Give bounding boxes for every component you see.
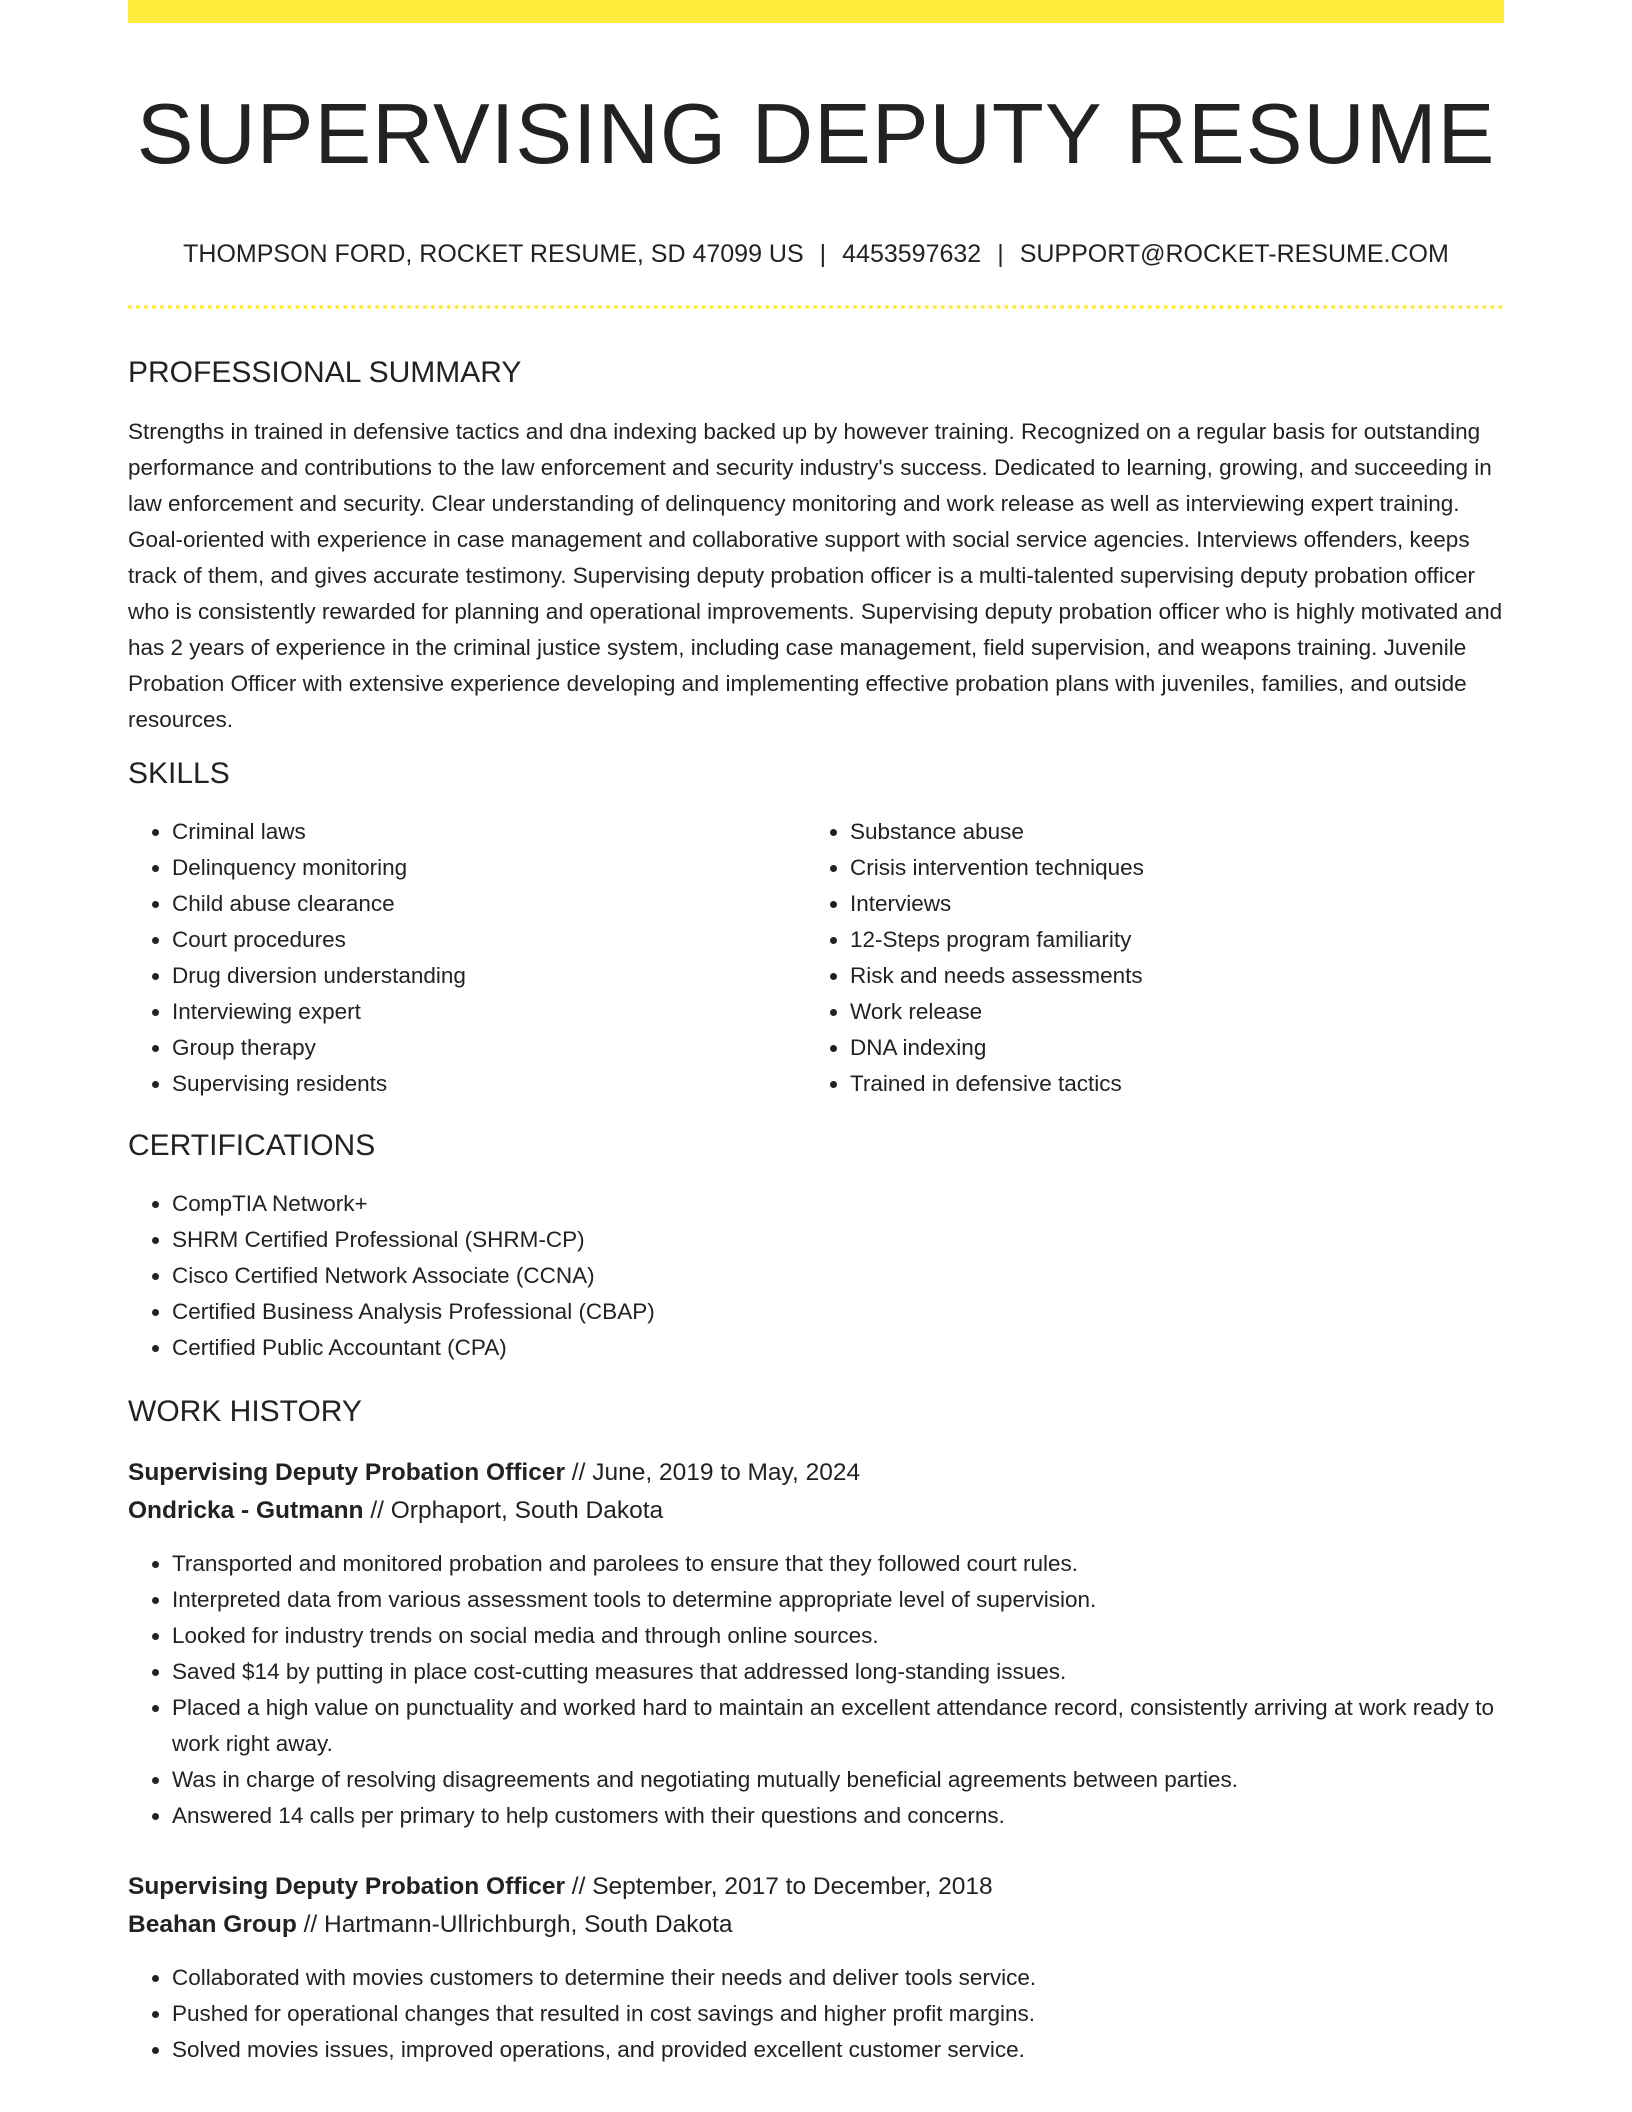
contact-line [128,240,1504,269]
job-company-line [128,1906,1504,1944]
skills-column-right [806,814,1504,1102]
resume-title: SUPERVISING DEPUTY RESUME [136,87,1496,182]
job-role: Supervising Deputy Probation Officer [128,1458,565,1486]
work-history-heading: WORK HISTORY [128,1394,362,1428]
job-duty-item: • Looked for industry trends on social media and through online sources. [172,1618,1504,1654]
job-duty-item: • Answered 14 calls per primary to help customers with their questions and concerns. [172,1798,1504,1834]
job-duty-item: • Was in charge of resolving disagreements and negotiating mutually beneficial agreements between parties. [172,1762,1504,1798]
skill-item: • Interviewing expert [172,994,806,1030]
accent-top-bar [128,0,1504,23]
skill-item: • Risk and needs assessments [850,958,1504,994]
skill-item: • Group therapy [172,1030,806,1066]
resume-page [128,0,1504,2068]
contact-address: THOMPSON FORD, ROCKET RESUME, SD 47099 US [183,239,804,268]
job-duty-item: • Placed a high value on punctuality and worked hard to maintain an excellent attendance record, consistently arriving at work ready to work right away. [172,1690,1504,1762]
job-entry [128,1454,1504,1834]
skill-item: • 12-Steps program familiarity [850,922,1504,958]
skill-item: • Substance abuse [850,814,1504,850]
skill-item: • Trained in defensive tactics [850,1066,1504,1102]
skills-list [128,814,1504,1102]
certification-item: • Certified Business Analysis Professional (CBAP) [172,1294,1504,1330]
job-duty-item: • Collaborated with movies customers to determine their needs and deliver tools service. [172,1960,1504,1996]
contact-separator: | [997,239,1004,268]
job-company-line [128,1492,1504,1530]
certification-item: • CompTIA Network+ [172,1186,1504,1222]
job-role-line [128,1868,1504,1906]
job-dates: // June, 2019 to May, 2024 [571,1458,861,1486]
certifications-heading: CERTIFICATIONS [128,1128,376,1162]
contact-phone: 4453597632 [842,239,982,268]
certification-item: • SHRM Certified Professional (SHRM-CP) [172,1222,1504,1258]
dotted-divider [128,305,1504,309]
certification-item: • Certified Public Accountant (CPA) [172,1330,1504,1366]
contact-separator: | [819,239,827,268]
job-duty-item: • Solved movies issues, improved operations, and provided excellent customer service. [172,2032,1504,2068]
summary-text: Strengths in trained in defensive tactics and dna indexing backed up by however training. Recognized on a regular basis for outstanding performance and contributions to the law enforcement and security industry's success. Dedicated to learning, growing, and succeeding in law enforcement and security. Clear understanding of delinquency monitoring and work release as well as interviewing expert training. Goal-oriented with experience in case management and collaborative support with social service agencies. Interviews offenders, keeps track of them, and gives accurate testimony. Supervising deputy probation officer is a multi-talented supervising deputy probation officer who is consistently rewarded for planning and operational improvements. Supervising deputy probation officer who is highly motivated and has 2 years of experience in the criminal justice system, including case management, field supervision, and weapons training. Juvenile Probation Officer with extensive experience developing and implementing effective probation plans with juveniles, families, and outside resources. [128,418,1503,732]
contact-email: SUPPORT@ROCKET-RESUME.COM [1019,239,1449,268]
skill-item: • Work release [850,994,1504,1030]
skill-item: • DNA indexing [850,1030,1504,1066]
job-duty-item: • Interpreted data from various assessment tools to determine appropriate level of supervision. [172,1582,1504,1618]
skill-item: • Court procedures [172,922,806,958]
job-duty-item: • Transported and monitored probation and parolees to ensure that they followed court rules. [172,1546,1504,1582]
skill-item: • Crisis intervention techniques [850,850,1504,886]
job-location: // Hartmann-Ullrichburgh, South Dakota [303,1910,733,1938]
skills-column-left [128,814,806,1102]
job-dates: // September, 2017 to December, 2018 [571,1872,993,1900]
job-role-line [128,1454,1504,1492]
skills-heading: SKILLS [128,756,230,790]
certifications-list [128,1186,1504,1366]
skill-item: • Child abuse clearance [172,886,806,922]
skill-item: • Drug diversion understanding [172,958,806,994]
job-company: Ondricka - Gutmann [128,1496,364,1524]
certification-item: • Cisco Certified Network Associate (CCNA) [172,1258,1504,1294]
job-location: // Orphaport, South Dakota [370,1496,664,1524]
job-company: Beahan Group [128,1910,297,1938]
summary-heading: PROFESSIONAL SUMMARY [128,355,522,389]
job-role: Supervising Deputy Probation Officer [128,1872,565,1900]
job-duty-item: • Pushed for operational changes that resulted in cost savings and higher profit margins. [172,1996,1504,2032]
job-duty-item: • Saved $14 by putting in place cost-cutting measures that addressed long-standing issues. [172,1654,1504,1690]
skill-item: • Criminal laws [172,814,806,850]
skill-item: • Interviews [850,886,1504,922]
skill-item: • Supervising residents [172,1066,806,1102]
job-entry [128,1868,1504,2068]
skill-item: • Delinquency monitoring [172,850,806,886]
job-duties-list [128,1960,1504,2068]
job-duties-list [128,1546,1504,1834]
